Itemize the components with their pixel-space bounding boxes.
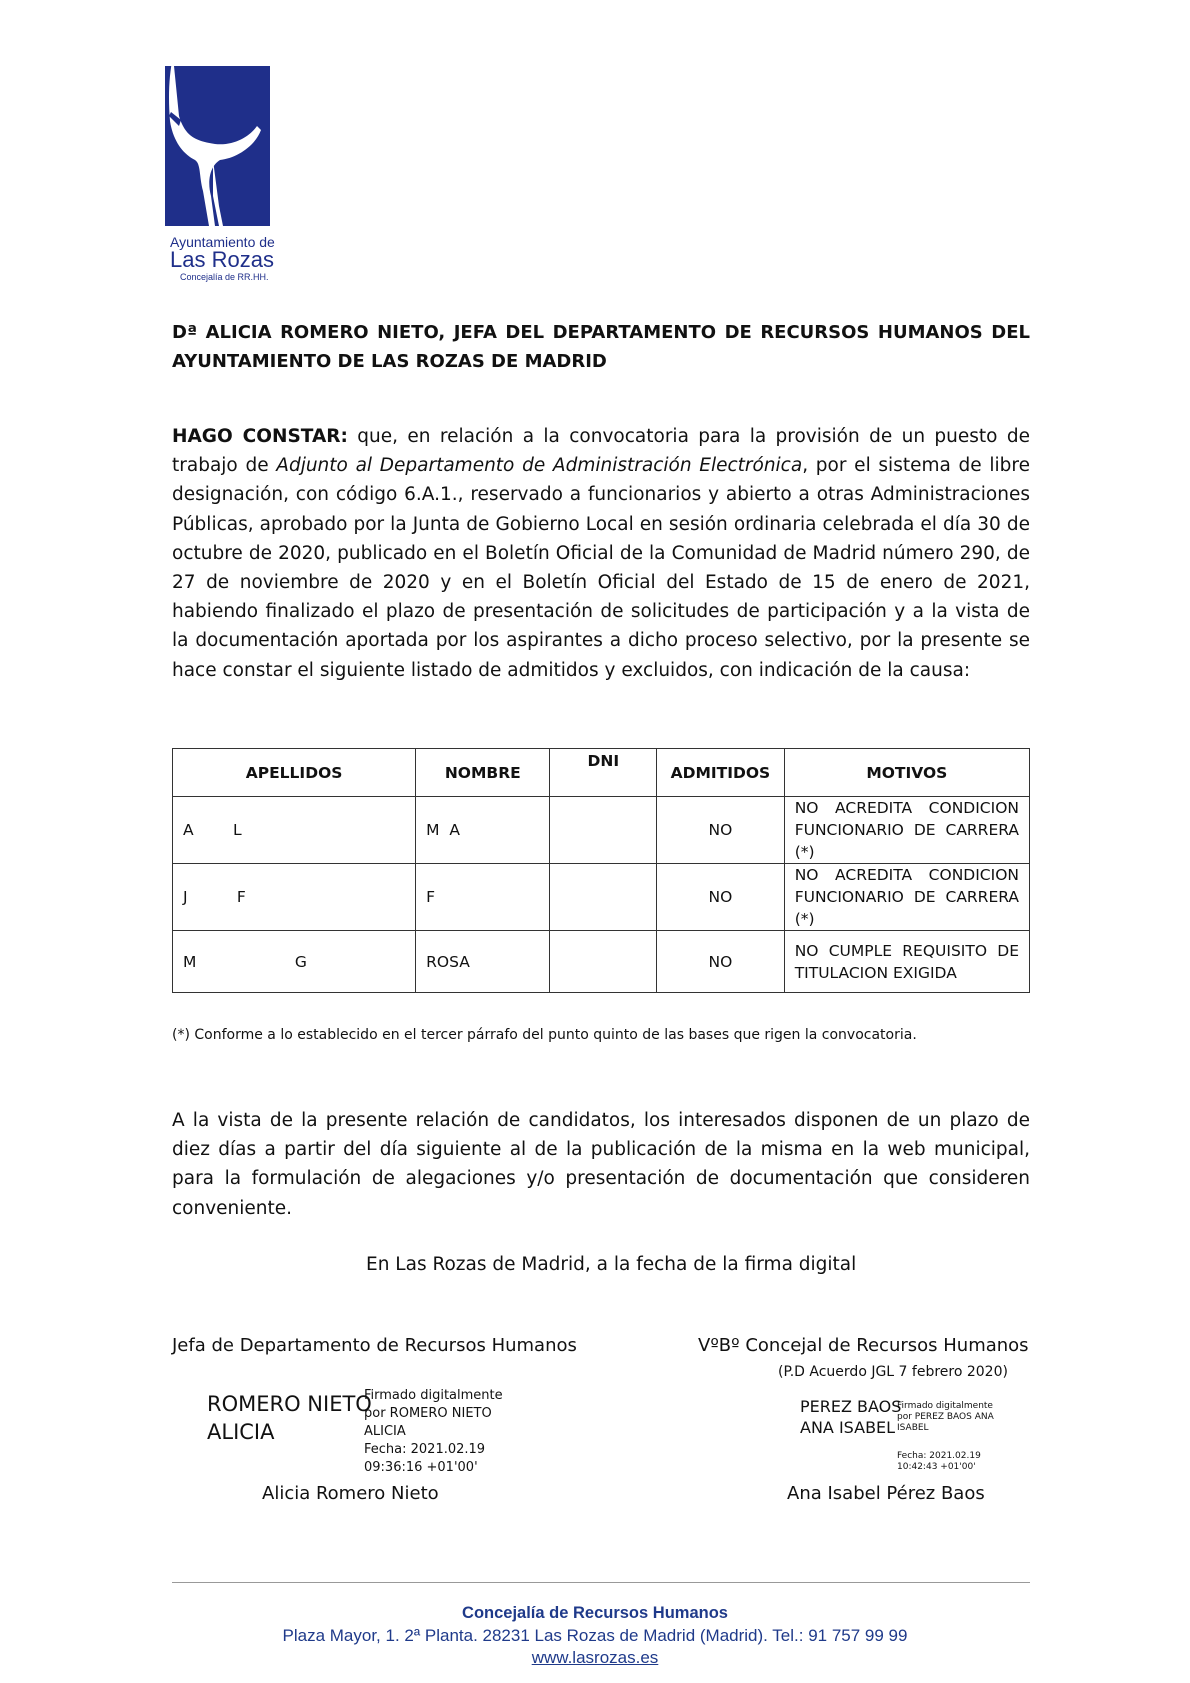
table-row bbox=[173, 864, 1030, 931]
digital-signature-left-name-line1: ROMERO NIETO bbox=[207, 1392, 372, 1416]
logo-text-las-rozas: Las Rozas bbox=[170, 247, 274, 272]
cell-motivos: NO CUMPLE REQUISITO DE TITULACION EXIGIDA bbox=[784, 931, 1029, 993]
digital-signature-right-meta4: Fecha: 2021.02.19 bbox=[897, 1451, 981, 1461]
cell-apellidos: M G bbox=[173, 931, 416, 993]
header-nombre: NOMBRE bbox=[416, 749, 550, 797]
para1-text-b: , por el sistema de libre designación, con código 6.A.1., reservado a funcionarios y abierto a otras Administraciones Públicas, aprobado por la Junta de Gobierno Local en sesión ordinaria celebrada el día 30 de octubre de 2020, publicado en el Boletín Oficial de la Comunidad de Madrid número 290, de 27 de noviembre de 2020 y en el Boletín Oficial del Estado de 15 de enero de 2021, habiendo finalizado el plazo de presentación de solicitudes de participación y a la vista de la documentación aportada por los aspirantes a dicho proceso selectivo, por la presente se hace constar el siguiente listado de admitidos y excluidos, con indicación de la causa: bbox=[172, 455, 1030, 681]
digital-signature-right-name bbox=[800, 1396, 901, 1438]
table-row bbox=[173, 797, 1030, 864]
footer-website-link[interactable]: www.lasrozas.es bbox=[531, 1648, 659, 1667]
digital-signature-right-meta2: por PEREZ BAOS ANA bbox=[897, 1412, 994, 1422]
cell-motivos: NO ACREDITA CONDICION FUNCIONARIO DE CARRERA (*) bbox=[784, 797, 1029, 864]
signature-left-title: Jefa de Departamento de Recursos Humanos bbox=[172, 1335, 577, 1356]
signer-left-name: Alicia Romero Nieto bbox=[262, 1483, 439, 1504]
table-footnote: (*) Conforme a lo establecido en el tercer párrafo del punto quinto de las bases que rigen la convocatoria. bbox=[172, 1027, 917, 1043]
cell-dni bbox=[550, 931, 657, 993]
digital-signature-left-meta3: ALICIA bbox=[364, 1424, 406, 1439]
footer-address: Plaza Mayor, 1. 2ª Planta. 28231 Las Rozas de Madrid (Madrid). Tel.: 91 757 99 99 bbox=[282, 1626, 908, 1645]
cell-apellidos: A L bbox=[173, 797, 416, 864]
candidates-table bbox=[172, 748, 1030, 993]
digital-signature-right-meta1: Firmado digitalmente bbox=[897, 1401, 993, 1411]
footer-divider bbox=[172, 1582, 1030, 1583]
certification-paragraph bbox=[172, 422, 1030, 685]
digital-signature-right-meta3: ISABEL bbox=[897, 1423, 929, 1433]
digital-signature-left-meta2: por ROMERO NIETO bbox=[364, 1406, 492, 1421]
header-apellidos: APELLIDOS bbox=[173, 749, 416, 797]
header-dni-label: DNI bbox=[587, 751, 620, 770]
header-motivos: MOTIVOS bbox=[784, 749, 1029, 797]
logo-text-concejalia: Concejalía de RR.HH. bbox=[180, 272, 269, 282]
cell-dni bbox=[550, 797, 657, 864]
table-row bbox=[173, 931, 1030, 993]
cell-motivos: NO ACREDITA CONDICION FUNCIONARIO DE CARRERA (*) bbox=[784, 864, 1029, 931]
cell-nombre: M A bbox=[416, 797, 550, 864]
digital-signature-left-meta5: 09:36:16 +01'00' bbox=[364, 1460, 478, 1475]
digital-signature-right-date bbox=[897, 1451, 981, 1473]
cell-nombre: F bbox=[416, 864, 550, 931]
cell-admitidos: NO bbox=[657, 931, 785, 993]
cell-admitidos: NO bbox=[657, 797, 785, 864]
signer-right-name: Ana Isabel Pérez Baos bbox=[787, 1483, 985, 1504]
allegations-paragraph: A la vista de la presente relación de candidatos, los interesados disponen de un plazo de diez días a partir del día siguiente al de la publicación de la misma en la web municipal, para la formulación de alegaciones y/o presentación de documentación que consideren conveniente. bbox=[172, 1110, 1030, 1219]
cell-apellidos: J F bbox=[173, 864, 416, 931]
document-heading: Dª ALICIA ROMERO NIETO, JEFA DEL DEPARTAMENTO DE RECURSOS HUMANOS DEL AYUNTAMIENTO DE LAS ROZAS DE MADRID bbox=[172, 322, 1030, 372]
cell-dni bbox=[550, 864, 657, 931]
job-title-italic: Adjunto al Departamento de Administración Electrónica bbox=[276, 455, 803, 477]
digital-signature-left-meta bbox=[364, 1387, 503, 1477]
cell-nombre: ROSA bbox=[416, 931, 550, 993]
footer-department: Concejalía de Recursos Humanos bbox=[462, 1604, 728, 1622]
table-header-row bbox=[173, 749, 1030, 797]
logo-text-ayuntamiento: Ayuntamiento de bbox=[170, 234, 275, 250]
digital-signature-left-name bbox=[207, 1390, 372, 1446]
place-date-line: En Las Rozas de Madrid, a la fecha de la firma digital bbox=[366, 1254, 857, 1275]
digital-signature-left-name-line2: ALICIA bbox=[207, 1420, 275, 1444]
cell-admitidos: NO bbox=[657, 864, 785, 931]
signature-right-subtitle: (P.D Acuerdo JGL 7 febrero 2020) bbox=[778, 1364, 1008, 1380]
digital-signature-right-name-line1: PEREZ BAOS bbox=[800, 1397, 902, 1416]
header-admitidos: ADMITIDOS bbox=[657, 749, 785, 797]
para1-text-a: que, en relación a la convocatoria para la provisión de un puesto de trabajo de bbox=[172, 426, 1030, 477]
signature-right-title: VºBº Concejal de Recursos Humanos bbox=[698, 1335, 1029, 1356]
digital-signature-right-meta5: 10:42:43 +01'00' bbox=[897, 1462, 976, 1472]
header-dni bbox=[550, 749, 657, 797]
digital-signature-right-meta bbox=[897, 1401, 994, 1434]
digital-signature-right-name-line2: ANA ISABEL bbox=[800, 1418, 896, 1437]
digital-signature-left-meta4: Fecha: 2021.02.19 bbox=[364, 1442, 486, 1457]
digital-signature-left-meta1: Firmado digitalmente bbox=[364, 1388, 503, 1403]
hago-constar-label: HAGO CONSTAR: bbox=[172, 426, 348, 447]
